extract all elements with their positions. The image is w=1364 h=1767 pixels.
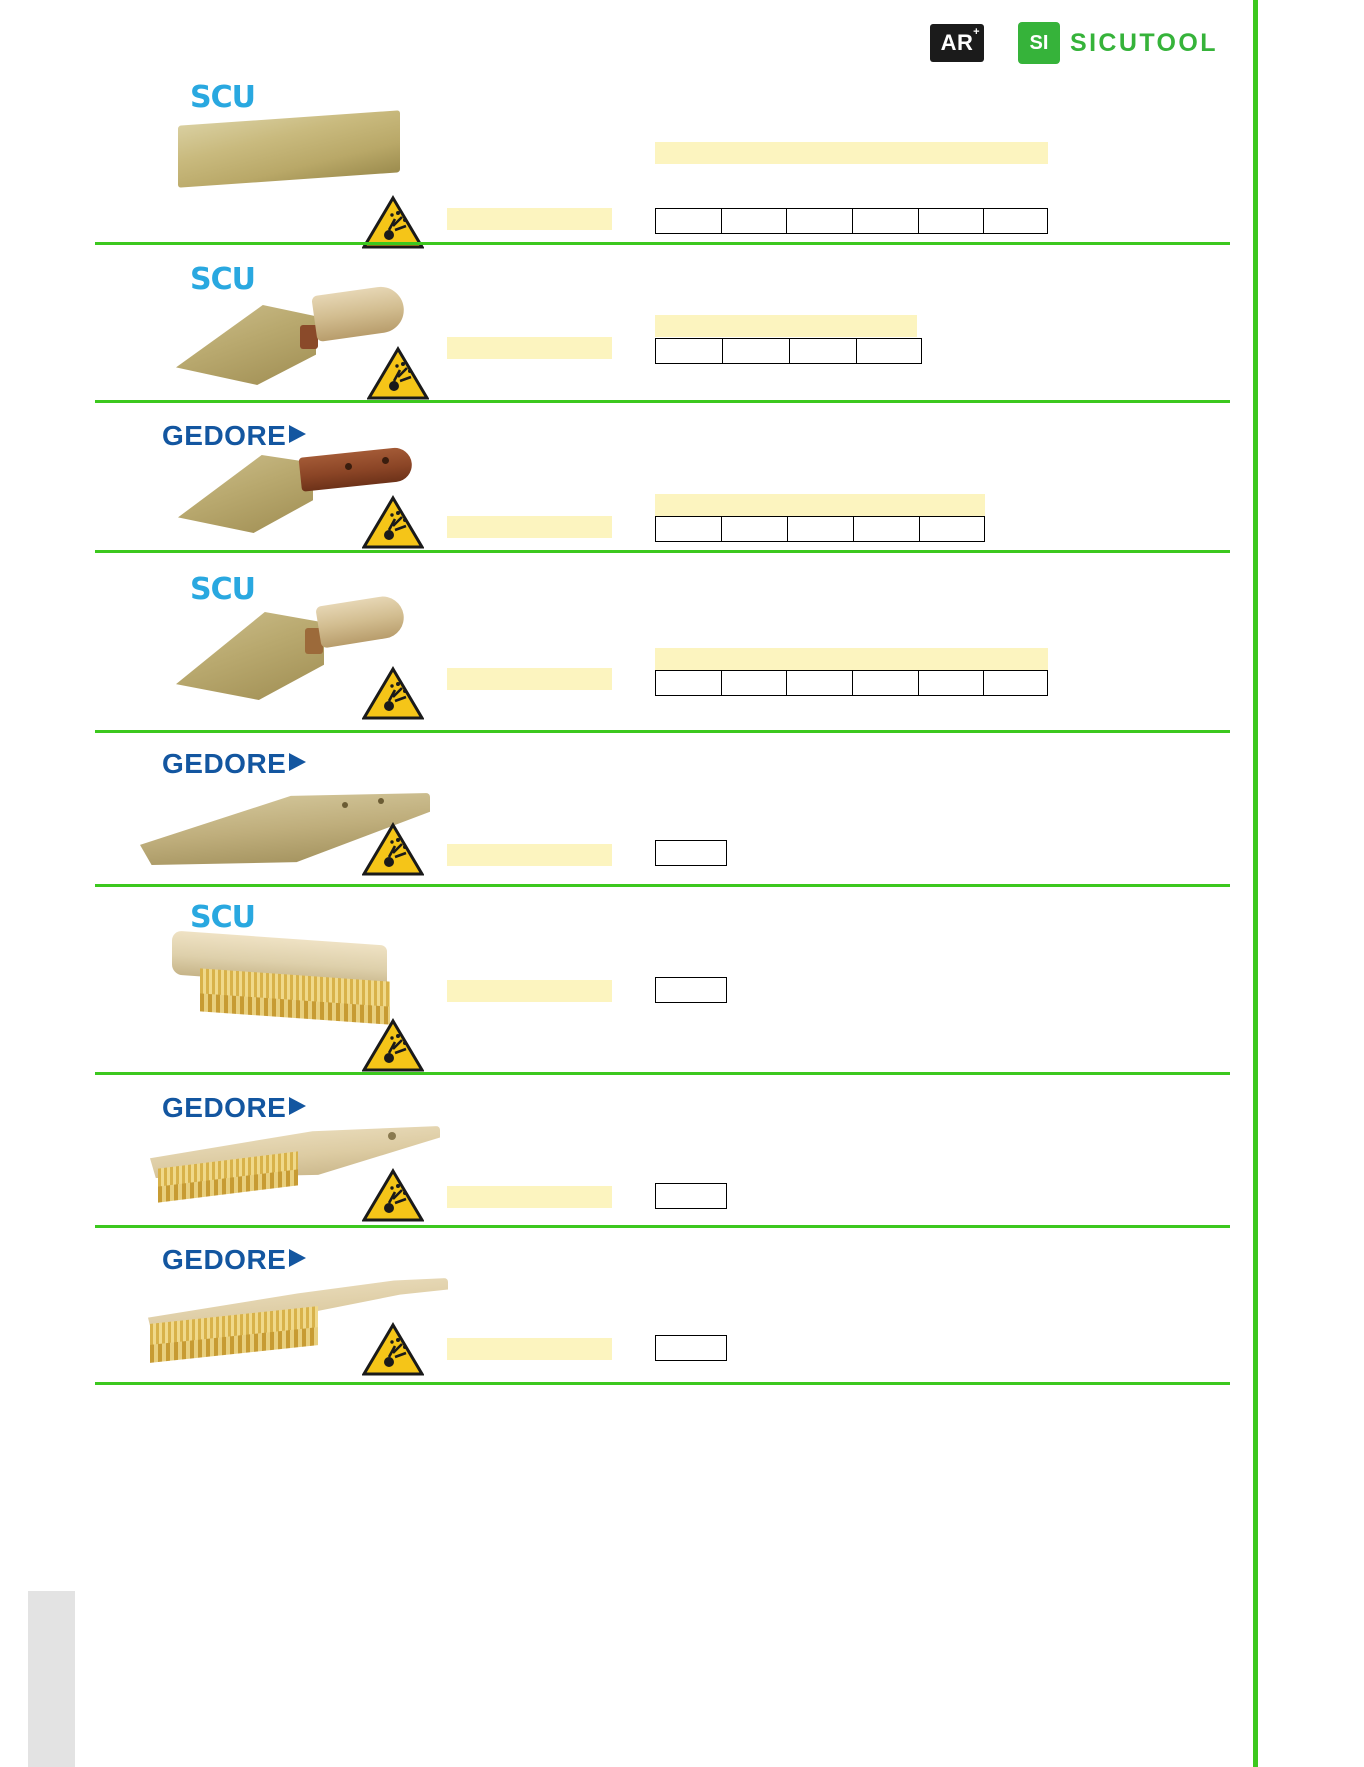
code-cell[interactable] [919,671,985,695]
brand-logo-gedore: GEDORE [162,420,306,452]
code-cell[interactable] [984,209,1047,233]
product-description-highlight [447,208,612,230]
brand-logo-scu: SCU [190,80,255,115]
brand-logo-gedore: GEDORE [162,1244,306,1276]
product-description-highlight [447,844,612,866]
gedore-triangle-icon [289,1097,306,1115]
page-right-rule [1253,0,1258,1767]
explosion-hazard-icon [362,666,424,721]
code-table[interactable] [655,977,727,1003]
product-title-highlight [655,142,1048,164]
code-table[interactable] [655,516,985,542]
row-separator [95,550,1230,553]
code-cell[interactable] [787,671,853,695]
code-cell[interactable] [722,671,788,695]
code-table[interactable] [655,1335,727,1361]
code-cell[interactable] [853,209,919,233]
gedore-triangle-icon [289,1249,306,1267]
row-separator [95,884,1230,887]
code-cell[interactable] [787,209,853,233]
code-table[interactable] [655,208,1048,234]
code-cell[interactable] [656,209,722,233]
code-cell[interactable] [656,841,726,865]
row-separator [95,1072,1230,1075]
code-cell[interactable] [984,671,1047,695]
code-cell[interactable] [853,671,919,695]
code-cell[interactable] [919,209,985,233]
brand-logo-scu: SCU [190,900,255,935]
code-table[interactable] [655,840,727,866]
row-separator [95,400,1230,403]
augmented-reality-icon[interactable] [930,24,984,62]
row-separator [95,242,1230,245]
explosion-hazard-icon [367,346,429,401]
product-description-highlight [447,337,612,359]
code-table[interactable] [655,338,922,364]
product-title-highlight [655,315,917,337]
gedore-triangle-icon [289,753,306,771]
sicutool-logo-letters: SI [1029,32,1049,54]
explosion-hazard-icon [362,1168,424,1223]
product-title-highlight [655,648,1048,670]
code-cell[interactable] [920,517,983,541]
brand-logo-gedore: GEDORE [162,1092,306,1124]
ar-badge-label: AR [940,30,974,55]
code-cell[interactable] [656,1336,726,1360]
product-description-highlight [447,980,612,1002]
code-cell[interactable] [722,517,788,541]
code-table[interactable] [655,670,1048,696]
code-cell[interactable] [656,671,722,695]
explosion-hazard-icon [362,495,424,550]
sicutool-logo-wordmark: SICUTOOL [1070,29,1218,57]
explosion-hazard-icon [362,1018,424,1073]
gedore-triangle-icon [289,425,306,443]
sicutool-logo-icon [1018,20,1228,66]
product-description-highlight [447,516,612,538]
row-separator [95,1382,1230,1385]
product-title-highlight [655,494,985,516]
code-cell[interactable] [788,517,854,541]
product-description-highlight [447,1338,612,1360]
code-cell[interactable] [857,339,920,363]
code-cell[interactable] [656,517,722,541]
ar-badge-plus: + [973,26,980,38]
code-cell[interactable] [656,339,723,363]
brand-logo-scu: SCU [190,262,255,297]
explosion-hazard-icon [362,1322,424,1377]
row-separator [95,1225,1230,1228]
code-table[interactable] [655,1183,727,1209]
row-separator [95,730,1230,733]
brand-logo-scu: SCU [190,572,255,607]
code-cell[interactable] [790,339,857,363]
product-description-highlight [447,668,612,690]
code-cell[interactable] [722,209,788,233]
page-side-tab [28,1591,75,1767]
page-header [930,20,1230,66]
product-image-bronze-chisel-block [178,110,400,188]
code-cell[interactable] [656,1184,726,1208]
brand-logo-gedore: GEDORE [162,748,306,780]
code-cell[interactable] [854,517,920,541]
product-description-highlight [447,1186,612,1208]
code-cell[interactable] [656,978,726,1002]
code-cell[interactable] [723,339,790,363]
explosion-hazard-icon [362,822,424,877]
sicutool-logo-mark [1018,22,1060,64]
